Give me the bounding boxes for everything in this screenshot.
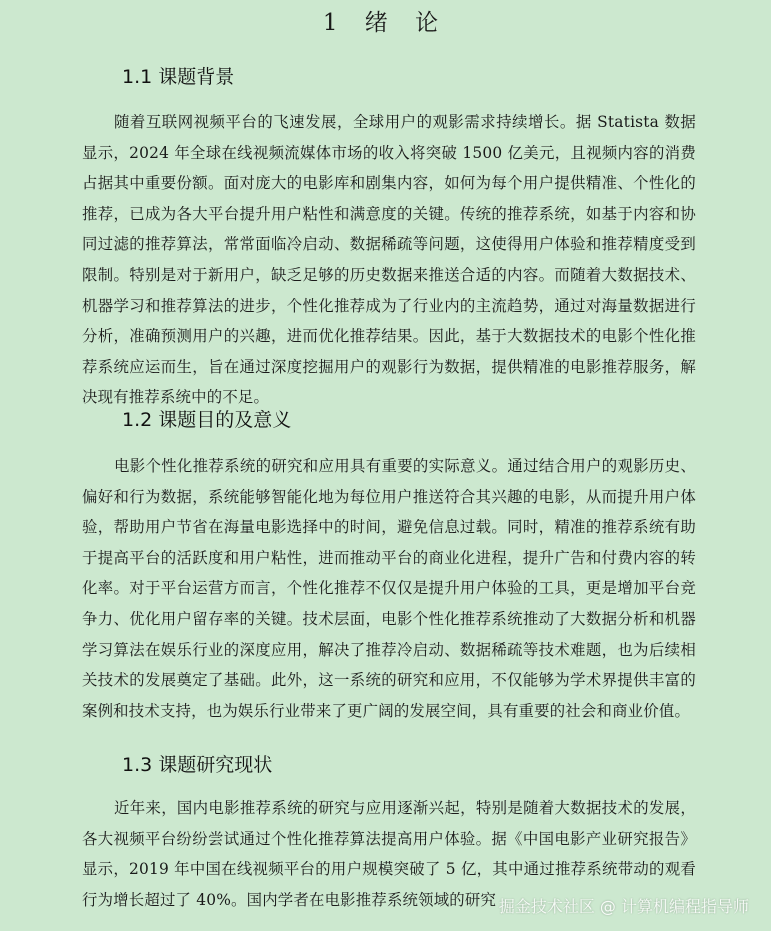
section-paragraph-1-1: 随着互联网视频平台的飞速发展，全球用户的观影需求持续增长。据 Statista 数据显示，2024 年全球在线视频流媒体市场的收入将突破 1500 亿美元，且视频内容的消费占据其中重要份额。面对庞大的电影库和剧集内容，如何为每个用户提供精准、个性化的推荐，已成为各大平台提升用户粘性和满意度的关键。传统的推荐系统，如基于内容和协同过滤的推荐算法，常常面临冷启动、数据稀疏等问题，这使得用户体验和推荐精度受到限制。特别是对于新用户，缺乏足够的历史数据来推送合适的内容。而随着大数据技术、机器学习和推荐算法的进步，个性化推荐成为了行业内的主流趋势，通过对海量数据进行分析，准确预测用户的兴趣，进而优化推荐结果。因此，基于大数据技术的电影个性化推荐系统应运而生，旨在通过深度挖掘用户的观影行为数据，提供精准的电影推荐服务，解决现有推荐系统中的不足。 (82, 113, 696, 407)
section-paragraph-1-3: 近年来，国内电影推荐系统的研究与应用逐渐兴起，特别是随着大数据技术的发展，各大视频平台纷纷尝试通过个性化推荐算法提高用户体验。据《中国电影产业研究报告》显示，2019 年中国在线视频平台的用户规模突破了 5 亿，其中通过推荐系统带动的观看行为增长超过了 40%。国内学者在电影推荐系统领域的研究 (82, 799, 696, 909)
section-heading-1-1: 1.1 课题背景 (122, 66, 235, 88)
chapter-title: 1 绪 论 (322, 10, 449, 36)
section-heading-1-2: 1.2 课题目的及意义 (122, 409, 292, 431)
section-heading-1-3: 1.3 课题研究现状 (122, 754, 273, 776)
watermark: 掘金技术社区 @ 计算机编程指导师 (498, 897, 749, 916)
section-paragraph-1-2: 电影个性化推荐系统的研究和应用具有重要的实际意义。通过结合用户的观影历史、偏好和行为数据，系统能够智能化地为每位用户推送符合其兴趣的电影，从而提升用户体验，帮助用户节省在海量电影选择中的时间，避免信息过载。同时，精准的推荐系统有助于提高平台的活跃度和用户粘性，进而推动平台的商业化进程，提升广告和付费内容的转化率。对于平台运营方而言，个性化推荐不仅仅是提升用户体验的工具，更是增加平台竞争力、优化用户留存率的关键。技术层面，电影个性化推荐系统推动了大数据分析和机器学习算法在娱乐行业的深度应用，解决了推荐冷启动、数据稀疏等技术难题，也为后续相关技术的发展奠定了基础。此外，这一系统的研究和应用，不仅能够为学术界提供丰富的案例和技术支持，也为娱乐行业带来了更广阔的发展空间，具有重要的社会和商业价值。 (82, 457, 696, 720)
